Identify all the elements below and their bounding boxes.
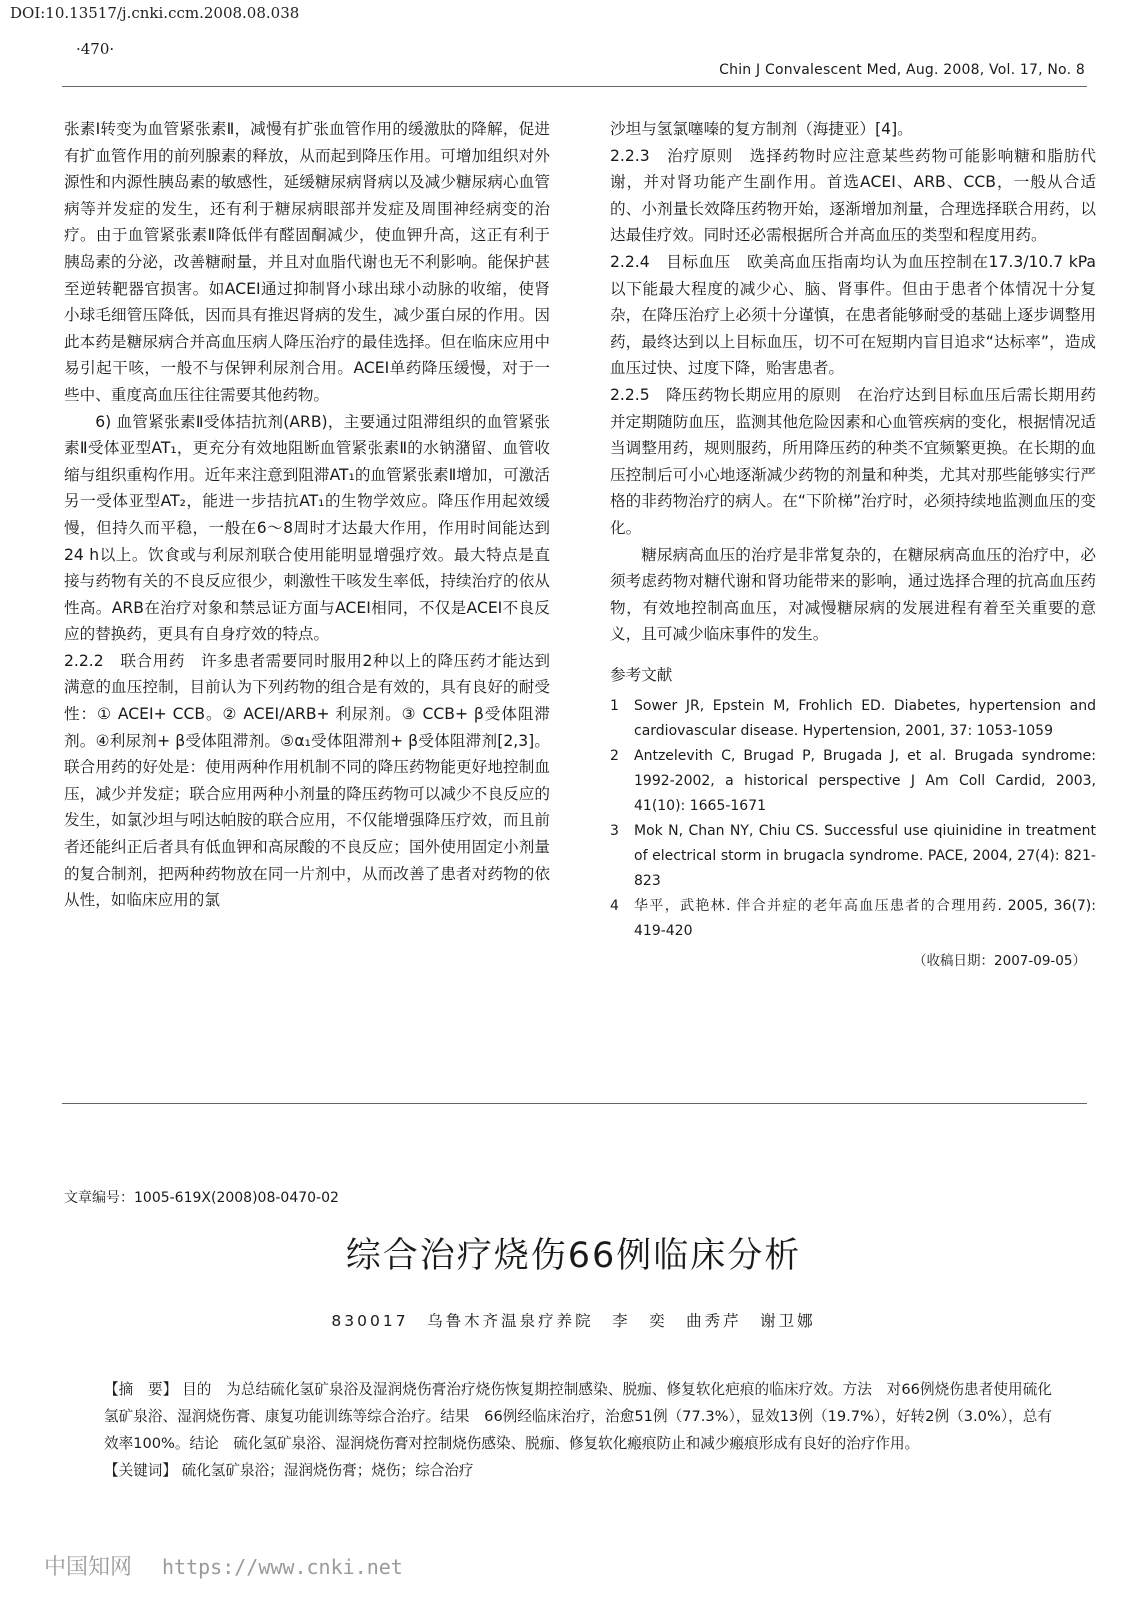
watermark-url[interactable]: https://www.cnki.net xyxy=(162,1555,403,1579)
reference-item: 4 华平，武艳林. 伴合并症的老年高血压患者的合理用药. 2005, 36(7): 419-420 xyxy=(610,898,1096,940)
doi-line: DOI:10.13517/j.cnki.ccm.2008.08.038 xyxy=(10,4,300,22)
received-date: （收稿日期：2007-09-05） xyxy=(913,953,1086,970)
section-divider xyxy=(62,1103,1087,1104)
paragraph: 2.2.5 降压药物长期应用的原则 在治疗达到目标血压后需长期用药并定期随防血压，监测其他危险因素和心血管疾病的变化，根据情况适当调整用药，规则服药，所用降压药的种类不宜频繁更换。在长期的血压控制后可小心地逐渐减少药物的剂量和种类，尤其对那些能够实行严格的非药物治疗的病人。在“下阶梯”治疗时，必须持续地监测血压的变化。 xyxy=(610,385,1096,537)
paragraph: 2.2.2 联合用药 许多患者需要同时服用2种以上的降压药才能达到满意的血压控制，目前认为下列药物的组合是有效的，具有良好的耐受性：① ACEI+ CCB。② ACEI/ARB+ 利尿剂。③ CCB+ β受体阻滞剂。④利尿剂+ β受体阻滞剂。⑤α₁受体阻滞剂+ β受体阻滞剂[2,3]。联合用药的好处是：使用两种作用机制不同的降压药物能更好地控制血压，减少并发症；联合应用两种小剂量的降压药物可以减少不良反应的发生，如氯沙坦与吲达帕胺的联合应用，不仅能增强降压疗效，而且前者还能纠正后者具有低血钾和高尿酸的不良反应；国外使用固定小剂量的复合制剂，把两种药物放在同一片剂中，从而改善了患者对药物的依从性，如临床应用的氯 xyxy=(64,651,550,910)
header-rule xyxy=(62,86,1087,87)
page-number: ·470· xyxy=(76,40,115,58)
cnki-watermark xyxy=(44,1550,403,1581)
journal-header: Chin J Convalescent Med, Aug. 2008, Vol. 17, No. 8 xyxy=(719,62,1085,78)
article-number: 文章编号：1005-619X(2008)08-0470-02 xyxy=(64,1190,339,1206)
keywords: 【关键词】 硫化氢矿泉浴；湿润烧伤膏；烧伤；综合治疗 xyxy=(104,1462,474,1479)
paragraph: 2.2.4 目标血压 欧美高血压指南均认为血压控制在17.3/10.7 kPa以下能最大程度的减少心、脑、肾事件。但由于患者个体情况十分复杂，在降压治疗上必须十分谨慎，在患者能够耐受的基础上逐步调整用药，最终达到以上目标血压，切不可在短期内盲目追求“达标率”，造成血压过快、过度下降，贻害患者。 xyxy=(610,252,1096,378)
paragraph: 张素Ⅰ转变为血管紧张素Ⅱ，减慢有扩张血管作用的缓激肽的降解，促进有扩血管作用的前列腺素的释放，从而起到降压作用。可增加组织对外源性和内源性胰岛素的敏感性，延缓糖尿病肾病以及减少糖尿病心血管病等并发症的发生，还有利于糖尿病眼部并发症及周围神经病变的治疗。由于血管紧张素Ⅱ降低伴有醛固酮减少，使血钾升高，这正有利于胰岛素的分泌，改善糖耐量，并且对血脂代谢也无不利影响。能保护甚至逆转靶器官损害。如ACEI通过抑制肾小球出球小动脉的收缩，使肾小球毛细管压降低，因而具有推迟肾病的发生，减少蛋白尿的作用。因此本药是糖尿病合并高血压病人降压治疗的最佳选择。但在临床应用中易引起干咳，一般不与保钾利尿剂合用。ACEI单药降压缓慢，对于一些中、重度高血压往往需要其他药物。 xyxy=(64,120,550,404)
paragraph: 沙坦与氢氯噻嗪的复方制剂（海捷亚）[4]。 xyxy=(610,120,913,138)
abstract: 【摘 要】 目的 为总结硫化氢矿泉浴及湿润烧伤膏治疗烧伤恢复期控制感染、脱痂、修复软化疤痕的临床疗效。方法 对66例烧伤患者使用硫化氢矿泉浴、湿润烧伤膏、康复功能训练等综合治疗。结果 66例经临床治疗，治愈51例（77.3%），显效13例（19.7%），好转2例（3.0%），总有效率100%。结论 硫化氢矿泉浴、湿润烧伤膏对控制烧伤感染、脱痂、修复软化瘢痕防止和减少瘢痕形成有良好的治疗作用。 xyxy=(104,1381,1052,1452)
paragraph: 糖尿病高血压的治疗是非常复杂的，在糖尿病高血压的治疗中，必须考虑药物对糖代谢和肾功能带来的影响，通过选择合理的抗高血压药物，有效地控制高血压，对减慢糖尿病的发展进程有着至关重要的意义，且可减少临床事件的发生。 xyxy=(610,545,1096,644)
watermark-brand: 中国知网 xyxy=(44,1555,133,1580)
author-line: 830017 乌鲁木齐温泉疗养院 李 奕 曲秀芹 谢卫娜 xyxy=(331,1312,816,1330)
right-column xyxy=(610,116,1096,975)
reference-item: 2 Antzelevith C, Brugad P, Brugada J, et al. Brugada syndrome: 1992-2002, a historical perspective J Am Coll Cardid, 2003, 41(10): 1665-1671 xyxy=(610,748,1096,815)
references-heading: 参考文献 xyxy=(610,665,673,684)
reference-item: 3 Mok N, Chan NY, Chiu CS. Successful use qiuinidine in treatment of electrical storm in brugacla syndrome. PACE, 2004, 27(4): 821-823 xyxy=(610,823,1096,890)
reference-list xyxy=(610,694,1096,944)
abstract-block xyxy=(104,1376,1052,1484)
article-title: 综合治疗烧伤66例临床分析 xyxy=(345,1236,802,1276)
left-column xyxy=(64,116,550,914)
paragraph: 2.2.3 治疗原则 选择药物时应注意某些药物可能影响糖和脂肪代谢，并对肾功能产生副作用。首选ACEI、ARB、CCB，一般从合适的、小剂量长效降压药物开始，逐渐增加剂量，合理选择联合用药，以达最佳疗效。同时还必需根据所合并高血压的类型和程度用药。 xyxy=(610,146,1096,245)
paragraph: 6) 血管紧张素Ⅱ受体拮抗剂(ARB)，主要通过阻滞组织的血管紧张素Ⅱ受体亚型AT₁，更充分有效地阻断血管紧张素Ⅱ的水钠潴留、血管收缩与组织重构作用。近年来注意到阻滞AT₁的血管紧张素Ⅱ增加，可激活另一受体亚型AT₂，能进一步拮抗AT₁的生物学效应。降压作用起效缓慢，但持久而平稳，一般在6～8周时才达最大作用，作用时间能达到24 h以上。饮食或与利尿剂联合使用能明显增强疗效。最大特点是直接与药物有关的不良反应很少，刺激性干咳发生率低，持续治疗的依从性高。ARB在治疗对象和禁忌证方面与ACEI相同，不仅是ACEI不良反应的替换药，更具有自身疗效的特点。 xyxy=(64,412,550,644)
reference-item: 1 Sower JR, Epstein M, Frohlich ED. Diabetes, hypertension and cardiovascular disease. Hypertension, 2001, 37: 1053-1059 xyxy=(610,698,1096,740)
